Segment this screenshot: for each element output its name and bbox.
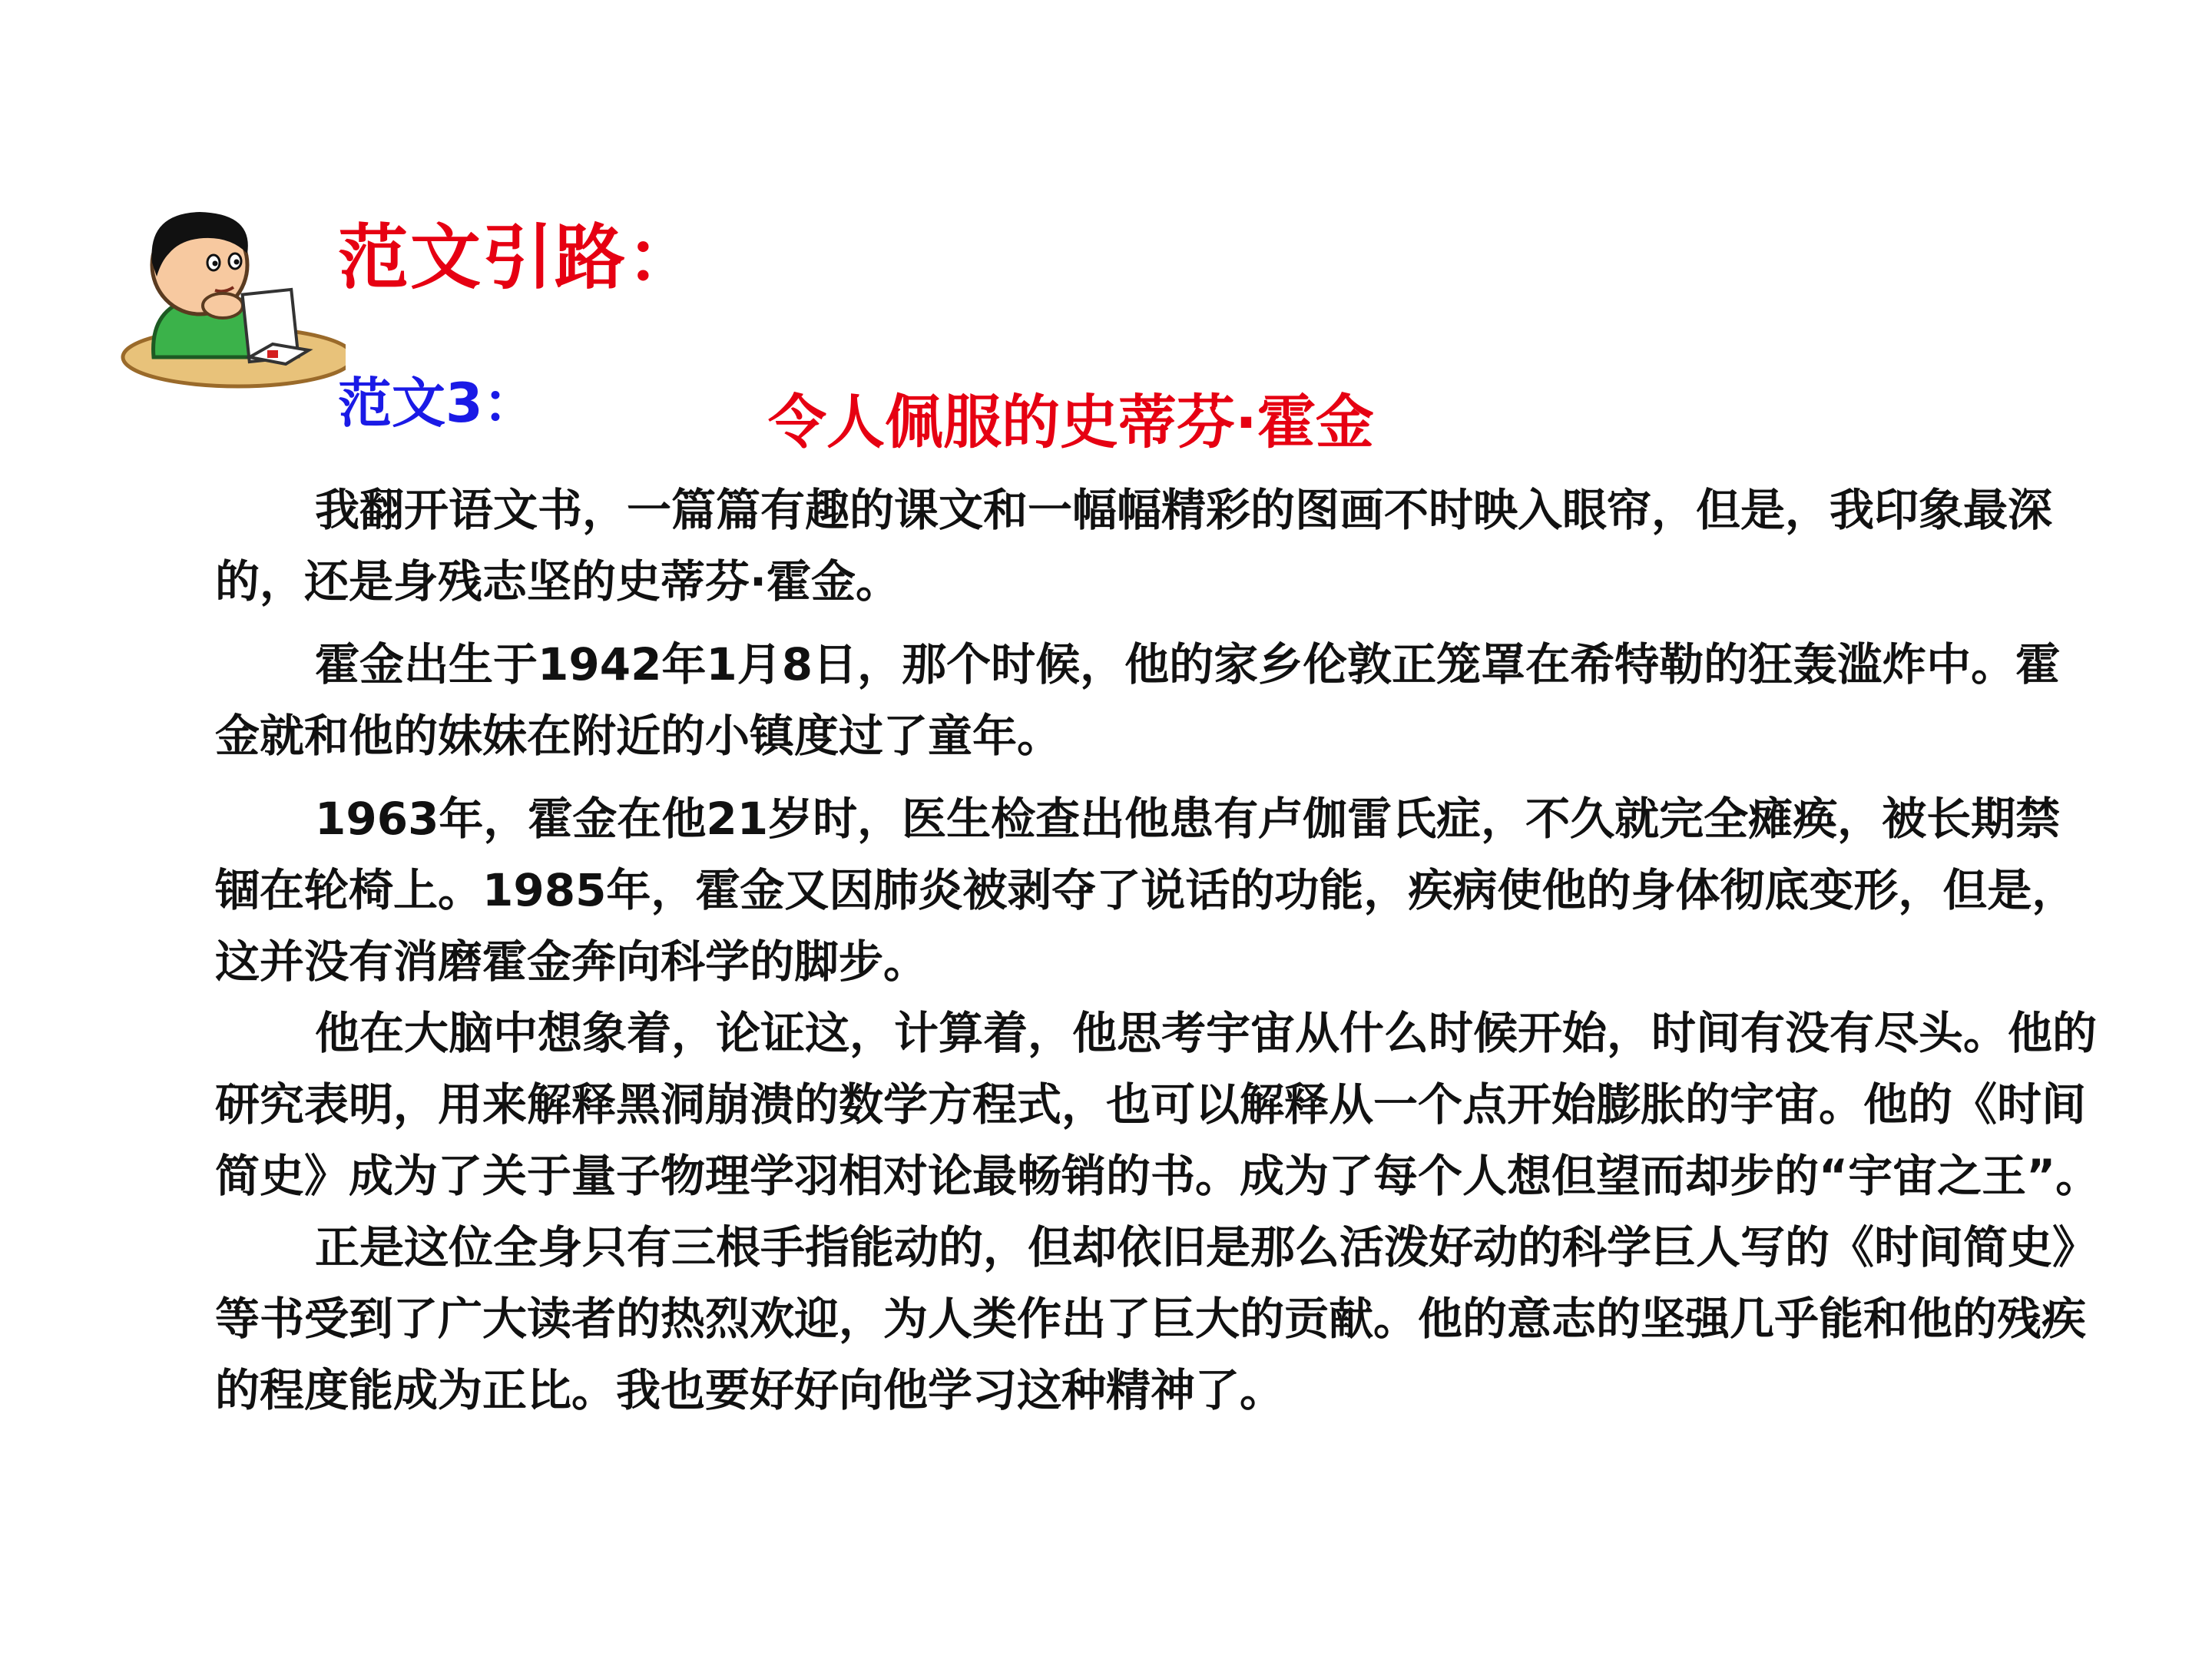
section-heading: 范文引路： xyxy=(338,217,700,299)
boy-thinking-illustration xyxy=(108,200,346,392)
essay-paragraph: 我翻开语文书，一篇篇有趣的课文和一幅幅精彩的图画不时映入眼帘，但是，我印象最深的，还是身残志坚的史蒂芬·霍金。 xyxy=(215,484,2053,608)
essay-paragraph: 霍金出生于1942年1月8日，那个时候，他的家乡伦敦正笼罩在希特勒的狂轰滥炸中。霍金就和他的妹妹在附近的小镇度过了童年。 xyxy=(215,638,2061,762)
boy-thinking-at-desk-icon xyxy=(108,200,346,392)
example-number-label: 范文3： xyxy=(338,372,537,435)
essay-title: 令人佩服的史蒂芬·霍金 xyxy=(768,388,1374,456)
essay-body xyxy=(215,475,2104,1426)
essay-paragraph: 1963年，霍金在他21岁时，医生检查出他患有卢伽雷氏症，不久就完全瘫痪，被长期禁锢在轮椅上。1985年，霍金又因肺炎被剥夺了说话的功能，疾病使他的身体彻底变形，但是，这并没有消磨霍金奔向科学的脚步。 xyxy=(215,793,2077,988)
essay-paragraph: 他在大脑中想象着，论证这，计算着，他思考宇宙从什么时候开始，时间有没有尽头。他的研究表明，用来解释黑洞崩溃的数学方程式，也可以解释从一个点开始膨胀的宇宙。他的《时间简史》成为了关于量子物理学羽相对论最畅销的书。成为了每个人想但望而却步的“宇宙之王”。 xyxy=(215,1007,2101,1202)
essay-paragraph: 正是这位全身只有三根手指能动的，但却依旧是那么活泼好动的科学巨人写的《时间简史》等书受到了广大读者的热烈欢迎，为人类作出了巨大的贡献。他的意志的坚强几乎能和他的残疾的程度能成为正比。我也要好好向他学习这种精神了。 xyxy=(215,1221,2098,1416)
